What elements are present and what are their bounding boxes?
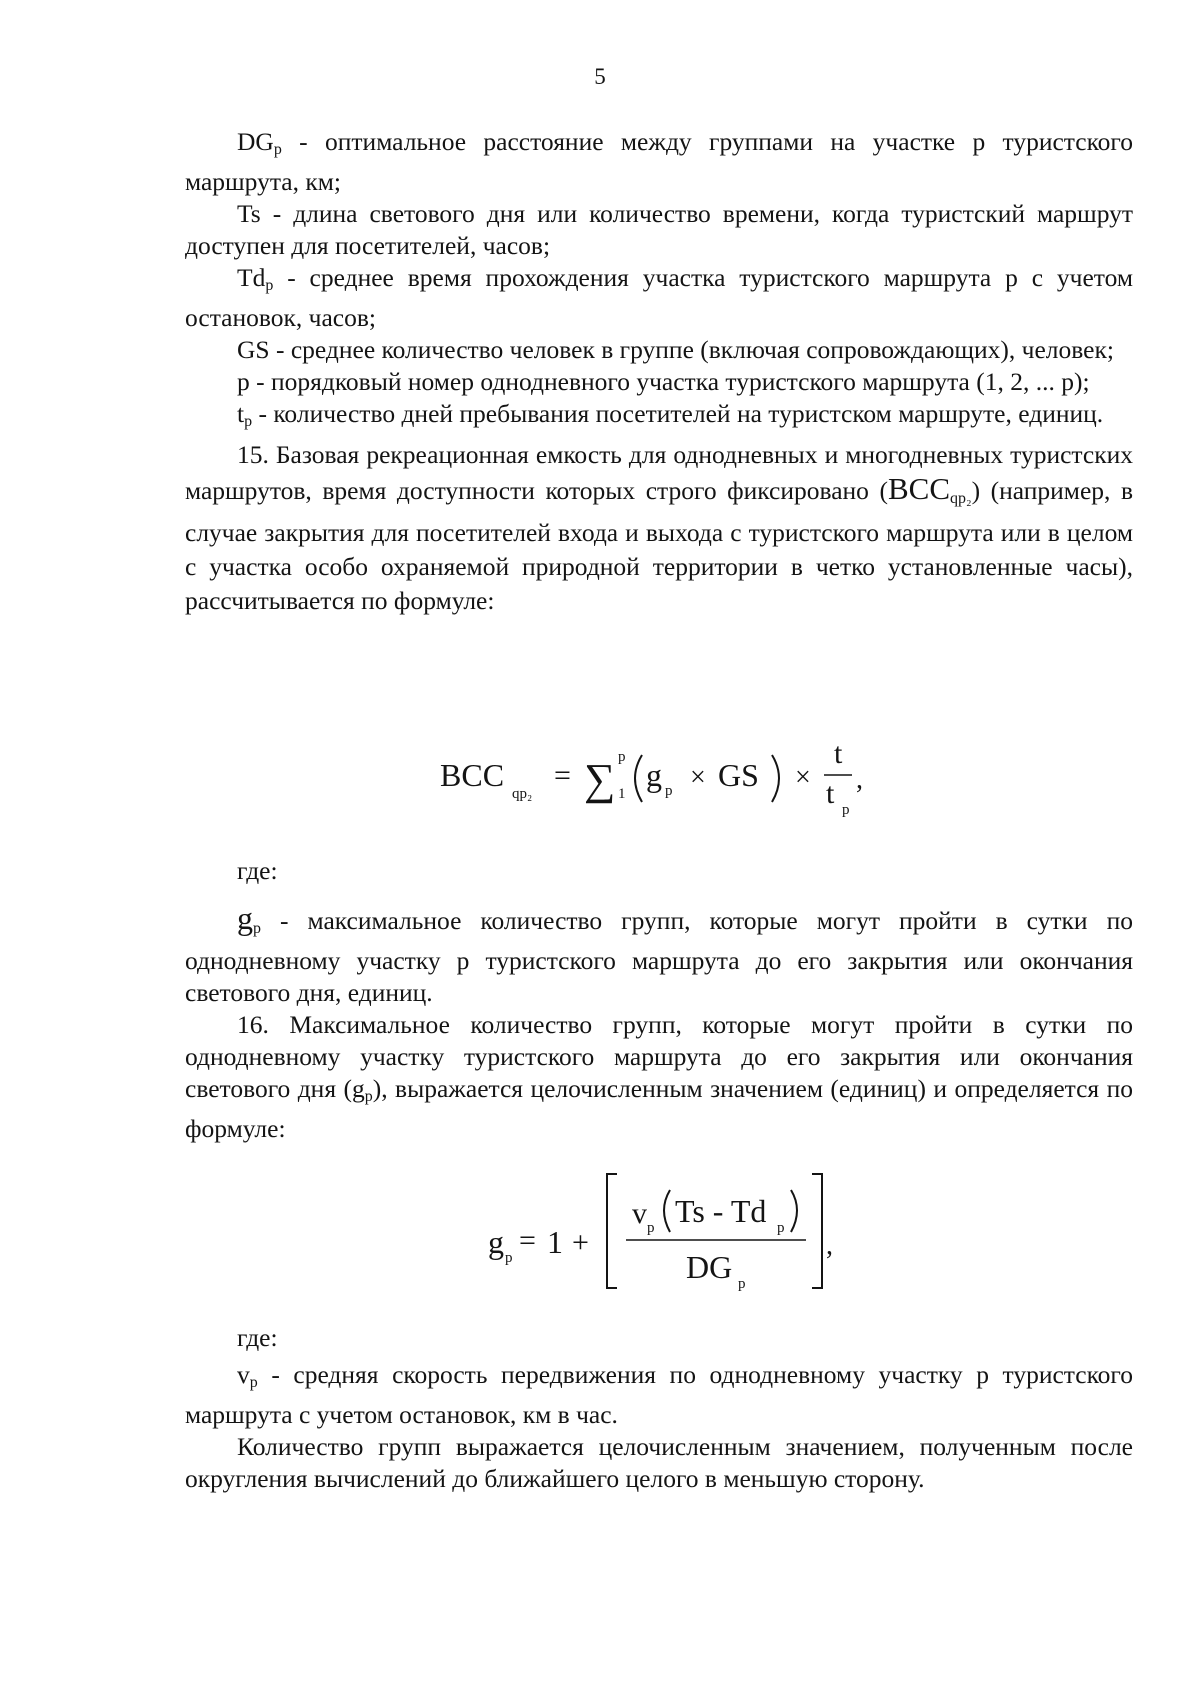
where-label-1: где: bbox=[237, 856, 278, 885]
formula-bcc-times-1: × bbox=[690, 762, 706, 793]
formula-gp-den: DG bbox=[686, 1249, 733, 1285]
formula-gp-eq: = bbox=[519, 1224, 536, 1257]
definition-gs: GS - среднее количество человек в группе (включая сопровождающих), человек; bbox=[237, 335, 1114, 364]
formula-gp-td-sub: p bbox=[777, 1220, 785, 1236]
formula-gp-ts-td: Ts - Td bbox=[675, 1193, 767, 1229]
formula-bcc-lhs-sub: qp₂ bbox=[512, 786, 533, 802]
formula-bcc-g-sub: p bbox=[665, 783, 673, 799]
gp-definition-block bbox=[185, 902, 1133, 1145]
definitions-block bbox=[185, 126, 1133, 618]
formula-bcc-left-paren bbox=[635, 755, 642, 802]
definition-gp: $g_p$ - максимальное количество групп, которые могут пройти в сутки по однодневному участку р туристского маршрута до его закрытия или окончания светового дня, единиц. bbox=[185, 900, 1133, 1007]
formula-gp-right-bracket bbox=[812, 1174, 822, 1288]
formula-bcc-sum: ∑ bbox=[584, 755, 616, 804]
formula-gp-den-sub: p bbox=[738, 1276, 746, 1292]
formula-gp-left-bracket bbox=[607, 1174, 617, 1288]
formula-gp-v: v bbox=[632, 1197, 647, 1230]
definition-ts: Ts - длина светового дня или количество времени, когда туристский маршрут доступен для посетителей, часов; bbox=[185, 199, 1133, 260]
formula-bcc-comma: , bbox=[856, 764, 863, 795]
definition-tp: $t_p$ - количество дней пребывания посетителей на туристском маршруте, единиц. bbox=[237, 399, 1104, 430]
rounding-note: Количество групп выражается целочисленным значением, полученным после округления вычислений до ближайшего целого в меньшую сторону. bbox=[185, 1432, 1133, 1493]
page-number: 5 bbox=[594, 64, 606, 89]
definition-vp: $v_p$ - средняя скорость передвижения по однодневному участку р туристского маршрута с учетом остановок, км в час. bbox=[185, 1360, 1133, 1429]
section-15: 15. Базовая рекреационная емкость для однодневных и многодневных туристских маршрутов, время доступности которых строго фиксировано $(BCC_{qp_2})$ (например, в случае закрытия для посетителей входа и выхода с туристского маршрута или в целом с участка особо охраняемой природной территории в четко установленные часы), рассчитывается по формуле: bbox=[185, 440, 1133, 615]
formula-gp-lhs-sub: p bbox=[505, 1250, 513, 1266]
formula-bcc-lhs: BCC bbox=[440, 757, 505, 793]
vp-definition-block bbox=[185, 1359, 1133, 1495]
formula-gp-v-sub: p bbox=[647, 1220, 655, 1236]
formula-bcc-sum-lower: 1 bbox=[618, 786, 626, 802]
bcc-inline-symbol: BCC bbox=[887, 471, 951, 506]
formula-bcc-right-paren bbox=[772, 755, 779, 802]
formula-bcc-frac-den: t bbox=[826, 777, 835, 810]
formula-bcc-times-2: × bbox=[795, 762, 811, 793]
formula-gp-lhs: g bbox=[488, 1224, 504, 1260]
formula-bcc-eq: = bbox=[554, 759, 571, 792]
formula-bcc-gs: GS bbox=[718, 757, 759, 793]
formula-bcc-g: g bbox=[646, 757, 662, 793]
formula-bcc-frac-den-sub: p bbox=[842, 802, 850, 818]
formula-bcc-frac-num: t bbox=[834, 737, 843, 770]
where-label-2: где: bbox=[237, 1323, 278, 1352]
definition-dg: $DG_p$ - оптимальное расстояние между группами на участке р туристского маршрута, км; bbox=[185, 127, 1133, 196]
definition-td: $Td_p$ - среднее время прохождения участка туристского маршрута р с учетом остановок, часов; bbox=[185, 263, 1133, 332]
formula-bcc-sum-upper: p bbox=[618, 749, 626, 765]
definition-p: р - порядковый номер однодневного участка туристского маршрута (1, 2, ... р); bbox=[237, 367, 1090, 396]
formula-gp-inner-left-paren bbox=[664, 1190, 670, 1232]
formula-gp-plus: + bbox=[572, 1226, 589, 1259]
formula-gp-inner-right-paren bbox=[791, 1190, 797, 1232]
section-16: 16. Максимальное количество групп, которые могут пройти в сутки по однодневному участку туристского маршрута до его закрытия или окончания светового дня $(g_p)$, выражается целочисленным значением (единиц) и определяется по формуле: bbox=[185, 1010, 1133, 1143]
formula-gp-one: 1 bbox=[547, 1224, 563, 1260]
formula-gp-comma: , bbox=[826, 1230, 833, 1261]
